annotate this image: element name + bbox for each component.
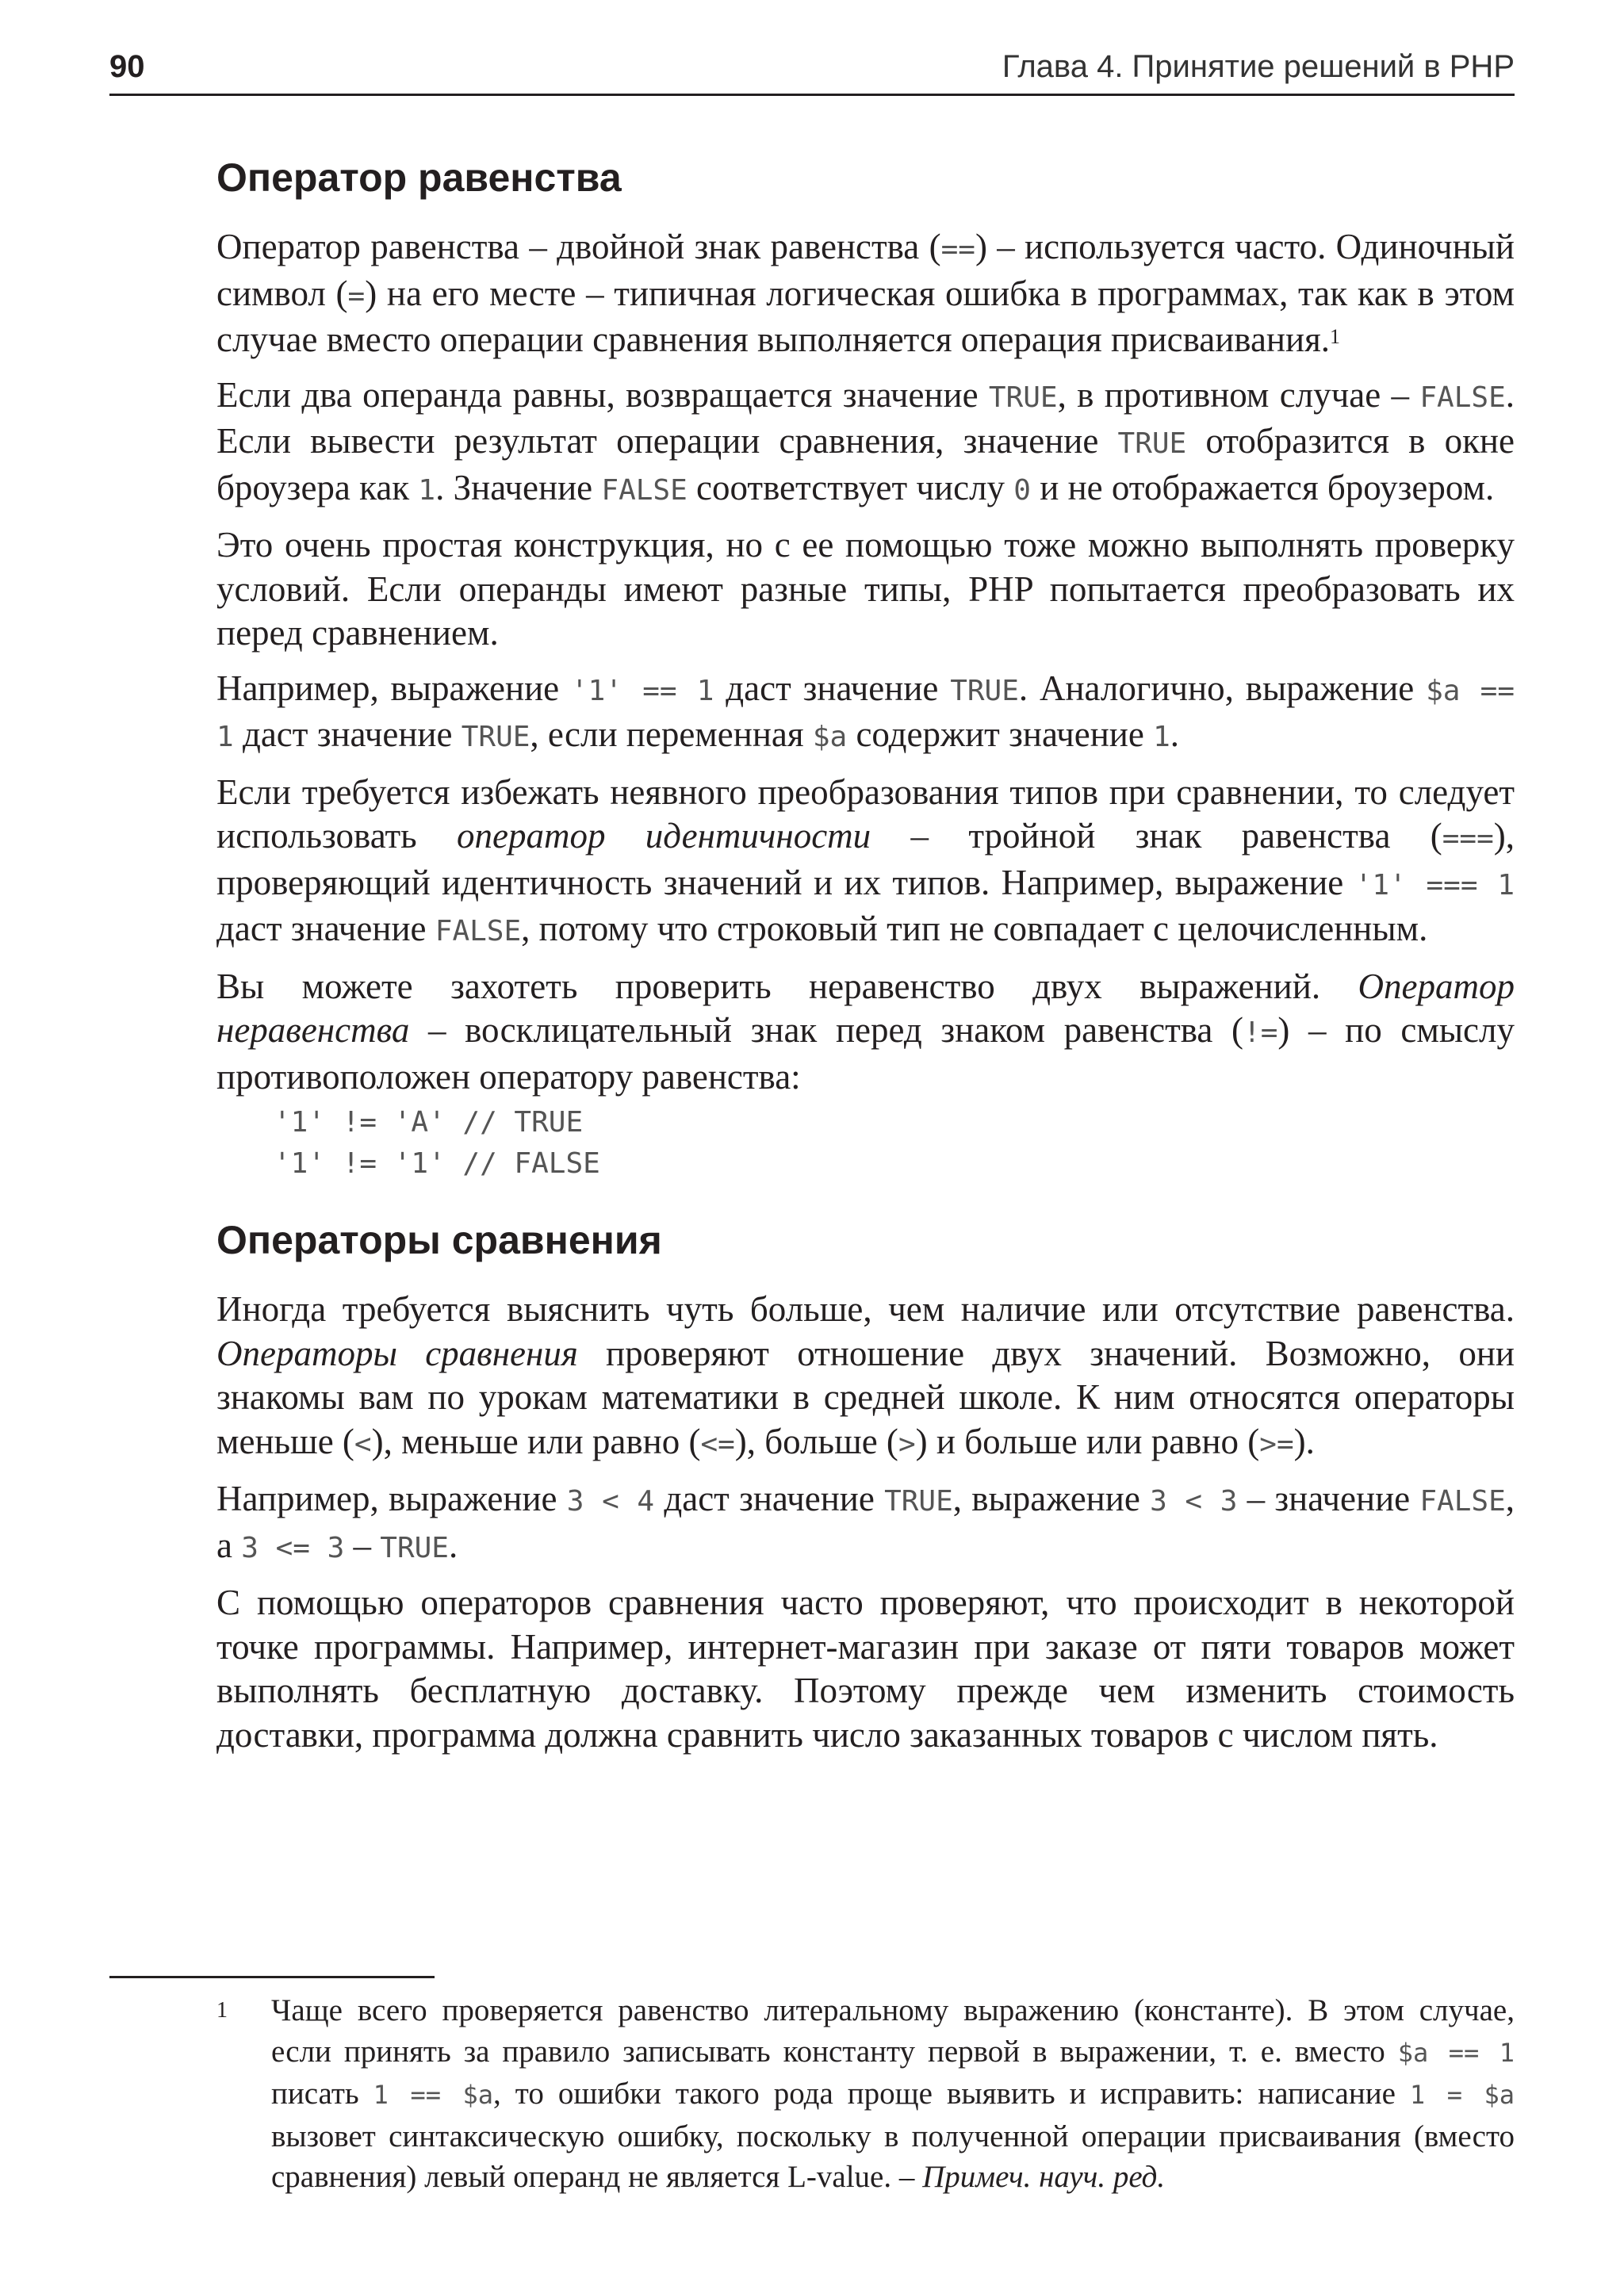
section-heading-comparison: Операторы сравнения	[216, 1218, 662, 1262]
running-head	[109, 49, 1515, 96]
term-emphasis: оператор идентичности	[457, 816, 871, 856]
inline-code: 1	[1153, 721, 1170, 753]
footnote-mark: 1	[216, 1998, 228, 2023]
inline-code: <	[354, 1427, 372, 1460]
inline-code: '1' == 1	[570, 674, 714, 707]
footnote-divider	[109, 1976, 435, 1978]
paragraph: С помощью операторов сравнения часто проверяют, что происходит в некоторой точке программы. Например, интернет-магазин при заказе от пяти товаров может выполнять бесплатную доставку. Поэтому прежде чем изменить стоимость доставки, программа должна сравнить число заказанных товаров с числом пять.	[216, 1583, 1515, 1755]
code-line: '1' != '1' // FALSE	[274, 1147, 600, 1180]
inline-code: TRUE	[1117, 427, 1187, 460]
paragraph: Оператор равенства – двойной знак равенства (==) – используется часто. Одиночный символ (=) на его месте – типичная логическая ошибка в программах, так как в этом случае вместо операции сравнения выполняется операция присваивания.$^1$	[216, 227, 1515, 359]
inline-code: TRUE	[380, 1531, 449, 1564]
inline-code: TRUE	[461, 721, 530, 753]
page-number: 90	[109, 49, 145, 84]
inline-code: 1 = $a	[1409, 2080, 1515, 2110]
inline-code: 3 <= 3	[241, 1531, 345, 1564]
inline-code: $a == 1	[216, 674, 1515, 753]
inline-code: FALSE	[1419, 381, 1506, 414]
inline-code: ==	[940, 233, 975, 266]
inline-code: TRUE	[884, 1485, 953, 1518]
inline-code: TRUE	[988, 381, 1058, 414]
inline-code: '1' === 1	[1354, 868, 1515, 902]
chapter-title: Глава 4. Принятие решений в PHP	[1002, 49, 1515, 84]
paragraph: Иногда требуется выяснить чуть больше, чем наличие или отсутствие равенства. Операторы сравнения проверяют отношение двух значений. Возможно, они знакомы вам по урокам математики в средней школе. К ним относятся операторы меньше (<), меньше или равно (<=), больше (>) и больше или равно (>=).	[216, 1289, 1515, 1461]
paragraph: Если два операнда равны, возвращается значение TRUE, в противном случае – FALSE. Если вывести результат операции сравнения, значение TRUE отобразится в окне броузера как 1. Значение FALSE соответствует числу 0 и не отображается броузером.	[216, 374, 1515, 507]
paragraph: Например, выражение 3 < 4 даст значение TRUE, выражение 3 < 3 – значение FALSE, а 3 <= 3 – TRUE.	[216, 1479, 1515, 1565]
paragraph: Это очень простая конструкция, но с ее помощью тоже можно выполнять проверку условий. Если операнды имеют разные типы, PHP попытается преобразовать их перед сравнением.	[216, 525, 1515, 653]
inline-code: =	[347, 279, 366, 312]
inline-code: 3 < 4	[566, 1485, 655, 1518]
editor-note: Примеч. науч. ред.	[922, 2160, 1166, 2194]
footnote-reference[interactable]: 1	[1330, 325, 1341, 348]
inline-code: 1	[418, 473, 436, 507]
paragraph: Если требуется избежать неявного преобразования типов при сравнении, то следует использовать оператор идентичности – тройной знак равенства (===), проверяющий идентичность значений и их типов. Например, выражение '1' === 1 даст значение FALSE, потому что строковый тип не совпадает с целочисленным.	[216, 771, 1515, 948]
section-heading-equality: Оператор равенства	[216, 155, 622, 200]
inline-code: 3 < 3	[1150, 1485, 1238, 1518]
inline-code: 1 == $a	[373, 2080, 494, 2110]
paragraph: Вы можете захотеть проверить неравенство двух выражений. Оператор неравенства – восклицательный знак перед знаком равенства (!=) – по смыслу противоположен оператору равенства:	[216, 966, 1515, 1097]
paragraph: Например, выражение '1' == 1 даст значение TRUE. Аналогично, выражение $a == 1 даст значение TRUE, если переменная $a содержит значение 1.	[216, 668, 1515, 754]
term-emphasis: Оператор неравенства	[216, 966, 1515, 1050]
inline-code: TRUE	[950, 674, 1019, 707]
inline-code: FALSE	[1419, 1485, 1506, 1518]
code-block	[216, 1102, 1515, 1185]
main-content	[216, 151, 1515, 1768]
footnote-text: Чаще всего проверяется равенство литеральному выражению (константе). В этом случае, если принять за правило записывать константу первой в выражении, т. е. вместо $a == 1 писать 1 == $a, то ошибки такого рода проще выявить и исправить: написание 1 = $a вызовет синтаксическую ошибку, поскольку в полученной операции присваивания (вместо сравнения) левый операнд не является L-value. – Примеч. науч. ред.	[271, 1993, 1515, 2194]
inline-code: $a == 1	[1397, 2037, 1515, 2068]
inline-code: >=	[1259, 1427, 1294, 1460]
inline-code: !=	[1243, 1016, 1278, 1049]
inline-code: FALSE	[435, 915, 522, 948]
inline-code: $a	[812, 721, 848, 753]
code-line: '1' != 'A' // TRUE	[274, 1106, 584, 1139]
inline-code: 0	[1013, 473, 1031, 507]
footnote	[216, 1990, 1515, 2198]
inline-code: >	[898, 1427, 916, 1460]
term-emphasis: Операторы сравнения	[216, 1333, 578, 1373]
inline-code: FALSE	[601, 473, 688, 507]
inline-code: <=	[700, 1427, 735, 1460]
inline-code: ===	[1442, 822, 1494, 855]
